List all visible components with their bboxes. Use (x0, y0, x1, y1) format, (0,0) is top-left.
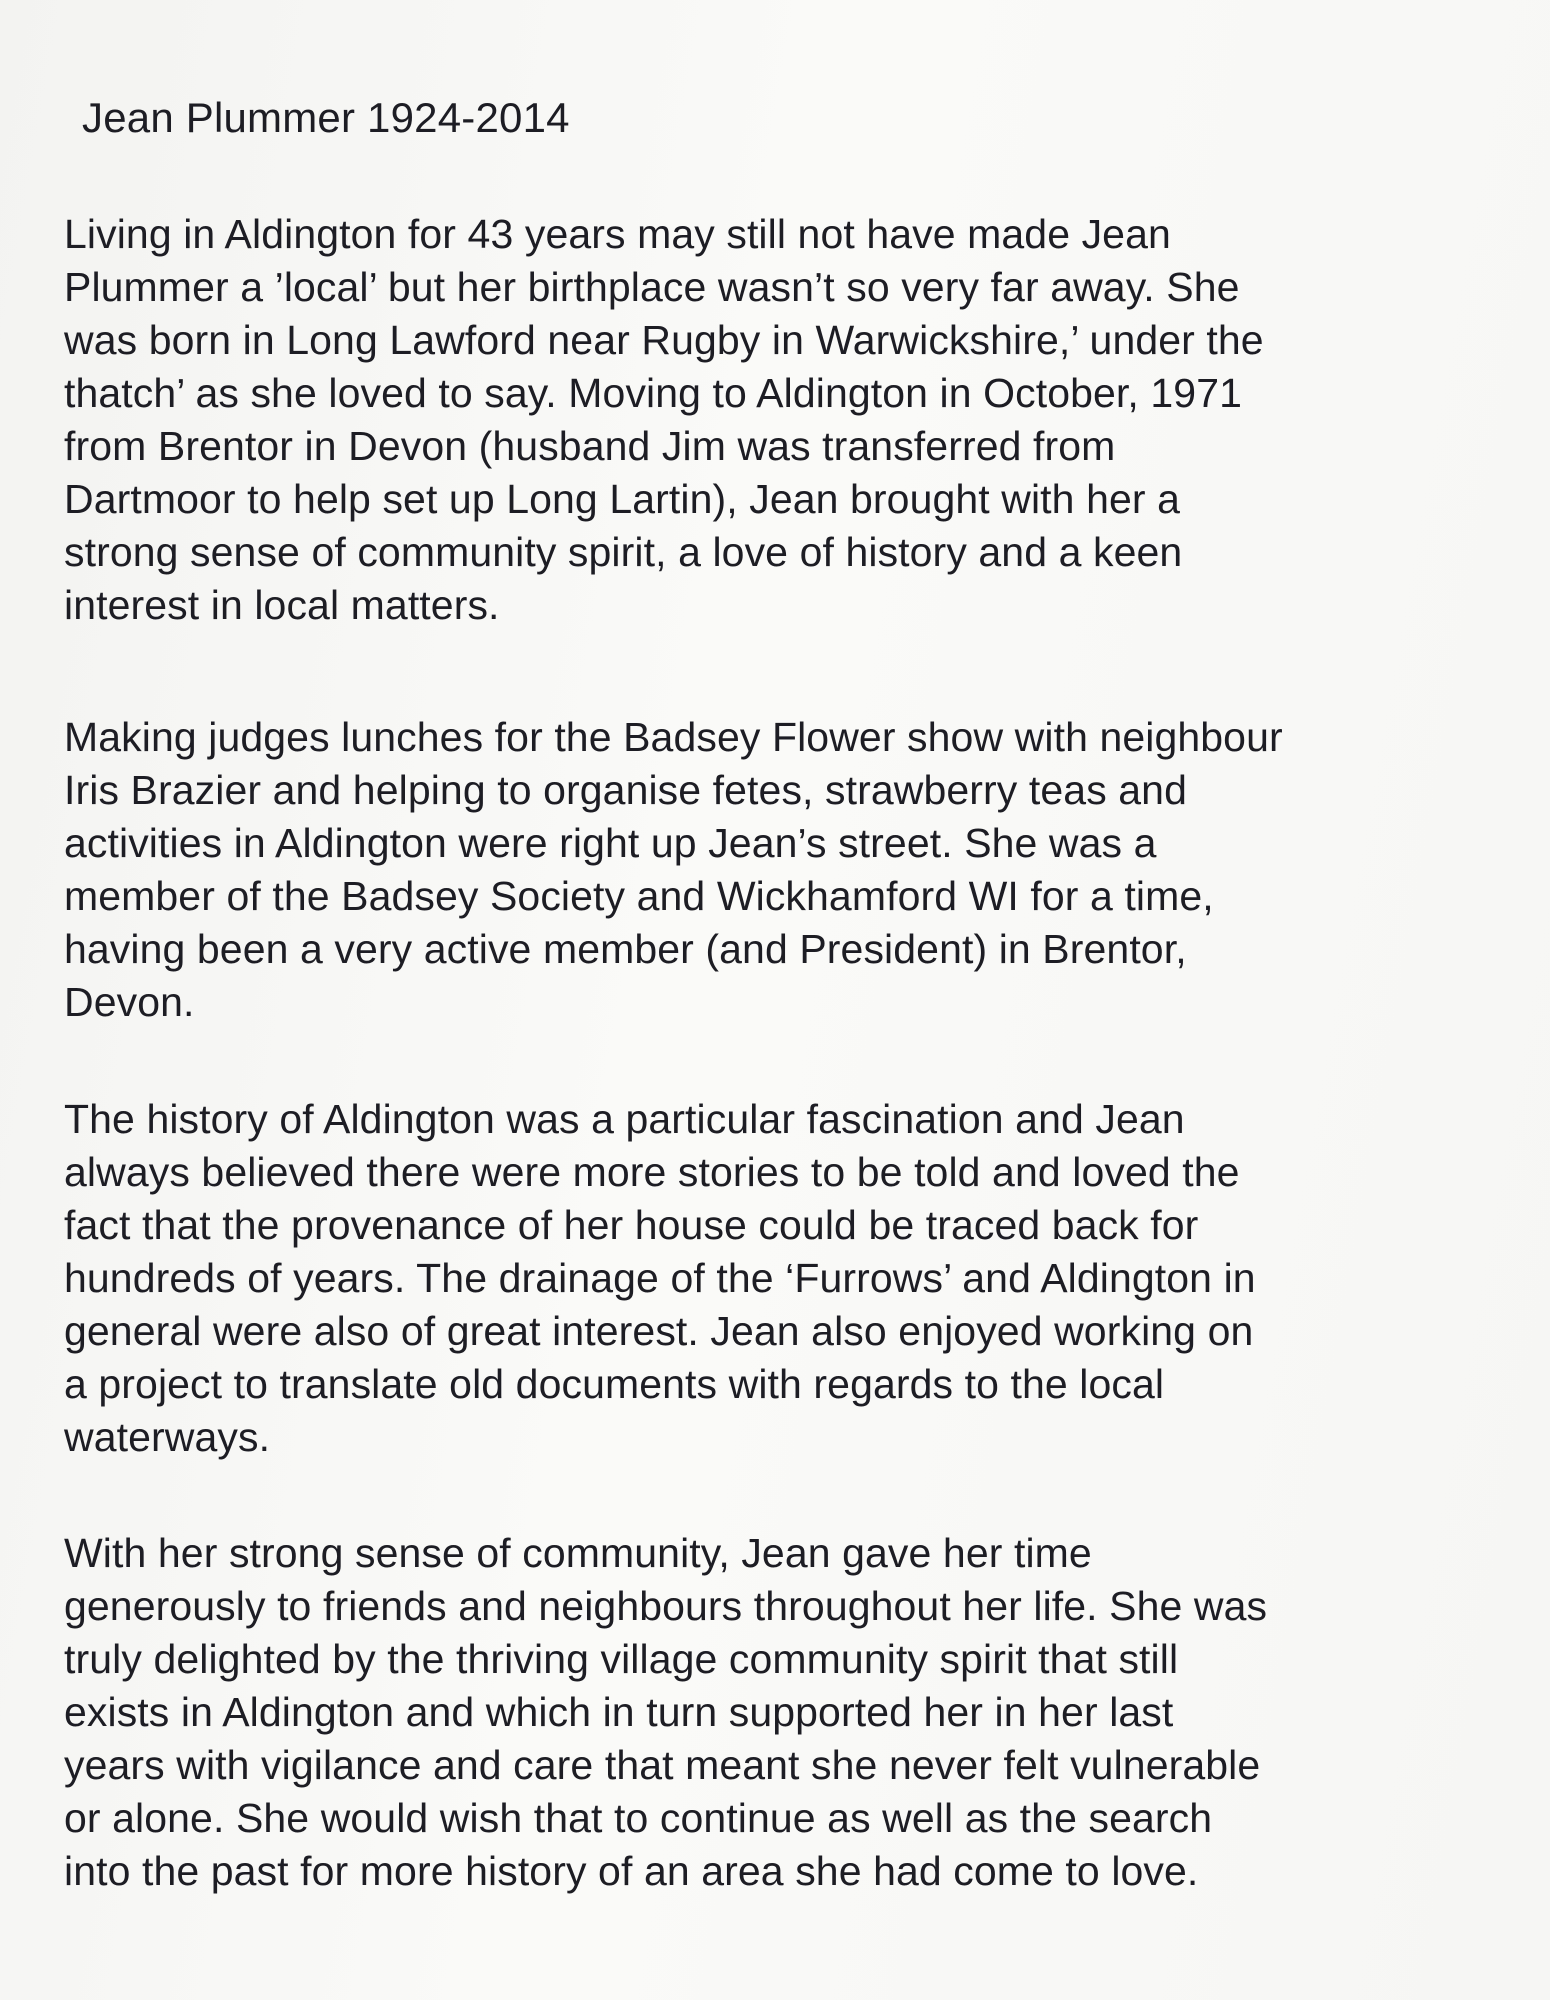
text-line: truly delighted by the thriving village community spirit that still (64, 1636, 1179, 1682)
text-line: always believed there were more stories to be told and loved the (64, 1149, 1240, 1195)
text-line: into the past for more history of an area she had come to love. (64, 1848, 1199, 1894)
text-line: was born in Long Lawford near Rugby in Warwickshire,’ under the (64, 317, 1264, 363)
text-line: Plummer a ’local’ but her birthplace wasn’t so very far away. She (64, 264, 1240, 310)
text-line: Dartmoor to help set up Long Lartin), Jean brought with her a (64, 476, 1181, 522)
text-line: Making judges lunches for the Badsey Flower show with neighbour (64, 714, 1283, 760)
text-line: strong sense of community spirit, a love of history and a keen (64, 529, 1183, 575)
text-line: interest in local matters. (64, 582, 500, 628)
text-line: general were also of great interest. Jean also enjoyed working on (64, 1308, 1254, 1354)
text-line: The history of Aldington was a particular fascination and Jean (64, 1096, 1185, 1142)
document-title: Jean Plummer 1924-2014 (82, 94, 570, 141)
text-line: Devon. (64, 979, 195, 1025)
paragraph-community-activities (64, 711, 1283, 1029)
text-line: years with vigilance and care that meant she never felt vulnerable (64, 1742, 1261, 1788)
text-line: hundreds of years. The drainage of the ‘Furrows’ and Aldington in (64, 1255, 1256, 1301)
text-line: Iris Brazier and helping to organise fetes, strawberry teas and (64, 767, 1187, 813)
paragraph-community-spirit (64, 1527, 1267, 1898)
paragraph-early-life (64, 208, 1264, 632)
text-line: waterways. (64, 1414, 271, 1460)
text-line: from Brentor in Devon (husband Jim was transferred from (64, 423, 1116, 469)
text-line: or alone. She would wish that to continue as well as the search (64, 1795, 1213, 1841)
text-line: exists in Aldington and which in turn supported her in her last (64, 1689, 1174, 1735)
text-line: activities in Aldington were right up Jean’s street. She was a (64, 820, 1157, 866)
text-line: generously to friends and neighbours throughout her life. She was (64, 1583, 1268, 1629)
text-line: With her strong sense of community, Jean gave her time (64, 1530, 1092, 1576)
text-line: Living in Aldington for 43 years may still not have made Jean (64, 211, 1171, 257)
paragraph-history-interest (64, 1093, 1256, 1464)
text-line: thatch’ as she loved to say. Moving to Aldington in October, 1971 (64, 370, 1243, 416)
text-line: a project to translate old documents with regards to the local (64, 1361, 1165, 1407)
text-line: fact that the provenance of her house could be traced back for (64, 1202, 1199, 1248)
text-line: having been a very active member (and President) in Brentor, (64, 926, 1187, 972)
text-line: member of the Badsey Society and Wickhamford WI for a time, (64, 873, 1214, 919)
